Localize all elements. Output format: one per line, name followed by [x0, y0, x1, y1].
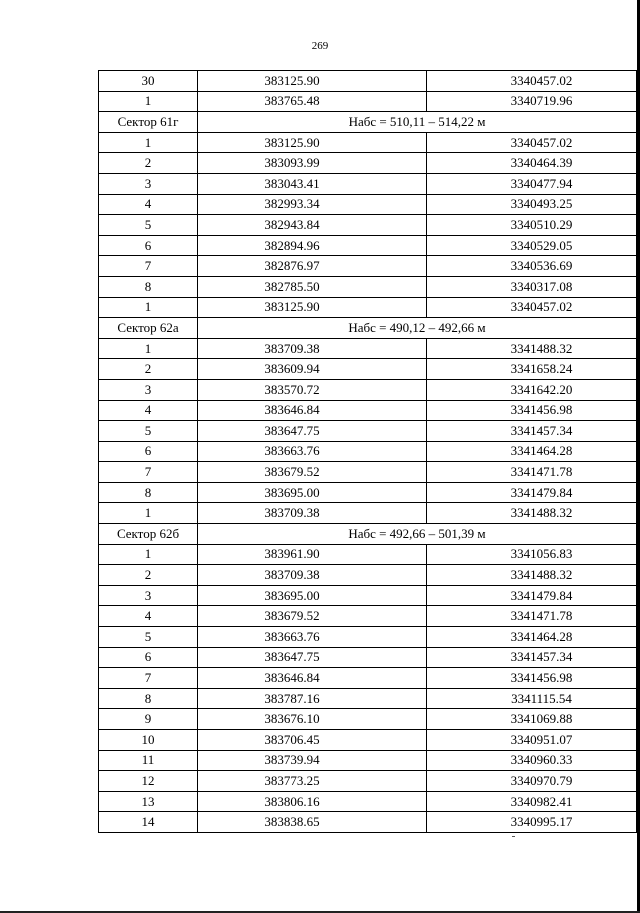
- coordinate-y: 3341488.32: [427, 503, 637, 524]
- table-row: [99, 647, 637, 668]
- coordinate-x: 382876.97: [198, 256, 427, 277]
- table-row: [99, 173, 637, 194]
- table-row: [99, 235, 637, 256]
- coordinate-x: 383679.52: [198, 606, 427, 627]
- coordinate-x: 382785.50: [198, 276, 427, 297]
- table-row: [99, 709, 637, 730]
- point-number: 4: [99, 194, 198, 215]
- coordinate-y: 3340529.05: [427, 235, 637, 256]
- point-number: 7: [99, 668, 198, 689]
- coordinate-y: 3340317.08: [427, 276, 637, 297]
- coordinate-y: 3341464.28: [427, 441, 637, 462]
- table-row: [99, 215, 637, 236]
- coordinate-y: 3341488.32: [427, 565, 637, 586]
- coordinate-x: 383125.90: [198, 297, 427, 318]
- coordinate-x: 383676.10: [198, 709, 427, 730]
- coordinate-x: 383695.00: [198, 585, 427, 606]
- table-row: [99, 91, 637, 112]
- coordinate-y: 3340982.41: [427, 791, 637, 812]
- point-number: 7: [99, 256, 198, 277]
- coordinate-y: 3340970.79: [427, 771, 637, 792]
- point-number: 4: [99, 606, 198, 627]
- point-number: 3: [99, 173, 198, 194]
- sector-name: Сектор 62а: [99, 318, 198, 339]
- coordinate-y: 3340457.02: [427, 71, 637, 92]
- coordinate-x: 383773.25: [198, 771, 427, 792]
- point-number: 13: [99, 791, 198, 812]
- coordinate-x: 383765.48: [198, 91, 427, 112]
- table-row: [99, 379, 637, 400]
- sector-header-row: [99, 112, 637, 133]
- coordinate-y: 3341479.84: [427, 585, 637, 606]
- table-row: [99, 791, 637, 812]
- coordinate-y: 3341642.20: [427, 379, 637, 400]
- sector-name: Сектор 62б: [99, 524, 198, 545]
- point-number: 7: [99, 462, 198, 483]
- coordinate-y: 3341471.78: [427, 606, 637, 627]
- coordinate-x: 383646.84: [198, 668, 427, 689]
- table-row: [99, 297, 637, 318]
- table-row: [99, 750, 637, 771]
- coordinate-y: 3341479.84: [427, 482, 637, 503]
- coordinate-y: 3340510.29: [427, 215, 637, 236]
- table-row: [99, 132, 637, 153]
- coordinate-x: 383043.41: [198, 173, 427, 194]
- coordinate-x: 382943.84: [198, 215, 427, 236]
- coordinate-y: 3340995.17: [427, 812, 637, 833]
- table-row: [99, 400, 637, 421]
- coordinate-y: 3341471.78: [427, 462, 637, 483]
- coordinate-y: 3340960.33: [427, 750, 637, 771]
- coordinate-x: 383739.94: [198, 750, 427, 771]
- table-row: [99, 688, 637, 709]
- table-row: [99, 503, 637, 524]
- point-number: 3: [99, 379, 198, 400]
- coordinate-x: 383609.94: [198, 359, 427, 380]
- coordinate-x: 383125.90: [198, 132, 427, 153]
- coordinate-y: 3340457.02: [427, 132, 637, 153]
- point-number: 5: [99, 421, 198, 442]
- table-row: [99, 565, 637, 586]
- point-number: 8: [99, 688, 198, 709]
- sector-header-row: [99, 524, 637, 545]
- point-number: 1: [99, 544, 198, 565]
- table-row: [99, 256, 637, 277]
- table-row: [99, 627, 637, 648]
- point-number: 9: [99, 709, 198, 730]
- coordinate-y: 3341488.32: [427, 338, 637, 359]
- table-row: [99, 153, 637, 174]
- coordinates-table-body: [99, 71, 637, 833]
- coordinate-x: 383570.72: [198, 379, 427, 400]
- coordinate-x: 383679.52: [198, 462, 427, 483]
- point-number: 6: [99, 441, 198, 462]
- point-number: 6: [99, 235, 198, 256]
- table-row: [99, 585, 637, 606]
- coordinate-x: 383806.16: [198, 791, 427, 812]
- coordinate-y: 3341658.24: [427, 359, 637, 380]
- coordinate-y: 3341456.98: [427, 668, 637, 689]
- point-number: 30: [99, 71, 198, 92]
- point-number: 10: [99, 730, 198, 751]
- sector-header-row: [99, 318, 637, 339]
- point-number: 4: [99, 400, 198, 421]
- point-number: 2: [99, 153, 198, 174]
- point-number: 1: [99, 91, 198, 112]
- table-row: [99, 71, 637, 92]
- table-row: [99, 338, 637, 359]
- table-row: [99, 194, 637, 215]
- page-number: 269: [311, 40, 329, 52]
- coordinate-y: 3340464.39: [427, 153, 637, 174]
- coordinate-y: 3341457.34: [427, 647, 637, 668]
- point-number: 5: [99, 627, 198, 648]
- table-row: [99, 462, 637, 483]
- point-number: 1: [99, 503, 198, 524]
- coordinate-y: 3341115.54: [427, 688, 637, 709]
- coordinate-y: 3341457.34: [427, 421, 637, 442]
- table-row: [99, 771, 637, 792]
- point-number: 14: [99, 812, 198, 833]
- coordinate-x: 383125.90: [198, 71, 427, 92]
- coordinate-x: 382894.96: [198, 235, 427, 256]
- table-row: [99, 668, 637, 689]
- table-row: [99, 276, 637, 297]
- coordinates-table: [98, 70, 637, 833]
- point-number: 6: [99, 647, 198, 668]
- coordinate-y: 3340536.69: [427, 256, 637, 277]
- point-number: 1: [99, 338, 198, 359]
- coordinate-x: 382993.34: [198, 194, 427, 215]
- point-number: 12: [99, 771, 198, 792]
- point-number: 8: [99, 482, 198, 503]
- point-number: 1: [99, 297, 198, 318]
- table-row: [99, 421, 637, 442]
- coordinate-x: 383838.65: [198, 812, 427, 833]
- table-row: [99, 441, 637, 462]
- coordinate-y: 3340493.25: [427, 194, 637, 215]
- table-row: [99, 544, 637, 565]
- coordinate-x: 383787.16: [198, 688, 427, 709]
- point-number: 1: [99, 132, 198, 153]
- scan-mark: [512, 836, 515, 837]
- coordinate-y: 3341464.28: [427, 627, 637, 648]
- coordinate-x: 383663.76: [198, 441, 427, 462]
- coordinate-x: 383647.75: [198, 421, 427, 442]
- point-number: 11: [99, 750, 198, 771]
- point-number: 3: [99, 585, 198, 606]
- coordinate-x: 383663.76: [198, 627, 427, 648]
- point-number: 8: [99, 276, 198, 297]
- coordinate-x: 383093.99: [198, 153, 427, 174]
- coordinate-y: 3340951.07: [427, 730, 637, 751]
- coordinate-y: 3340477.94: [427, 173, 637, 194]
- point-number: 2: [99, 359, 198, 380]
- sector-height-range: Набс = 492,66 – 501,39 м: [198, 524, 637, 545]
- point-number: 5: [99, 215, 198, 236]
- table-row: [99, 812, 637, 833]
- coordinate-y: 3341456.98: [427, 400, 637, 421]
- coordinate-x: 383706.45: [198, 730, 427, 751]
- coordinate-x: 383646.84: [198, 400, 427, 421]
- coordinate-y: 3340457.02: [427, 297, 637, 318]
- coordinate-y: 3341069.88: [427, 709, 637, 730]
- table-row: [99, 359, 637, 380]
- sector-height-range: Набс = 510,11 – 514,22 м: [198, 112, 637, 133]
- sector-name: Сектор 61г: [99, 112, 198, 133]
- coordinate-x: 383709.38: [198, 338, 427, 359]
- coordinate-x: 383695.00: [198, 482, 427, 503]
- sector-height-range: Набс = 490,12 – 492,66 м: [198, 318, 637, 339]
- table-row: [99, 730, 637, 751]
- coordinate-y: 3341056.83: [427, 544, 637, 565]
- point-number: 2: [99, 565, 198, 586]
- coordinate-x: 383709.38: [198, 503, 427, 524]
- coordinate-x: 383647.75: [198, 647, 427, 668]
- coordinate-y: 3340719.96: [427, 91, 637, 112]
- table-row: [99, 482, 637, 503]
- table-row: [99, 606, 637, 627]
- coordinate-x: 383961.90: [198, 544, 427, 565]
- coordinate-x: 383709.38: [198, 565, 427, 586]
